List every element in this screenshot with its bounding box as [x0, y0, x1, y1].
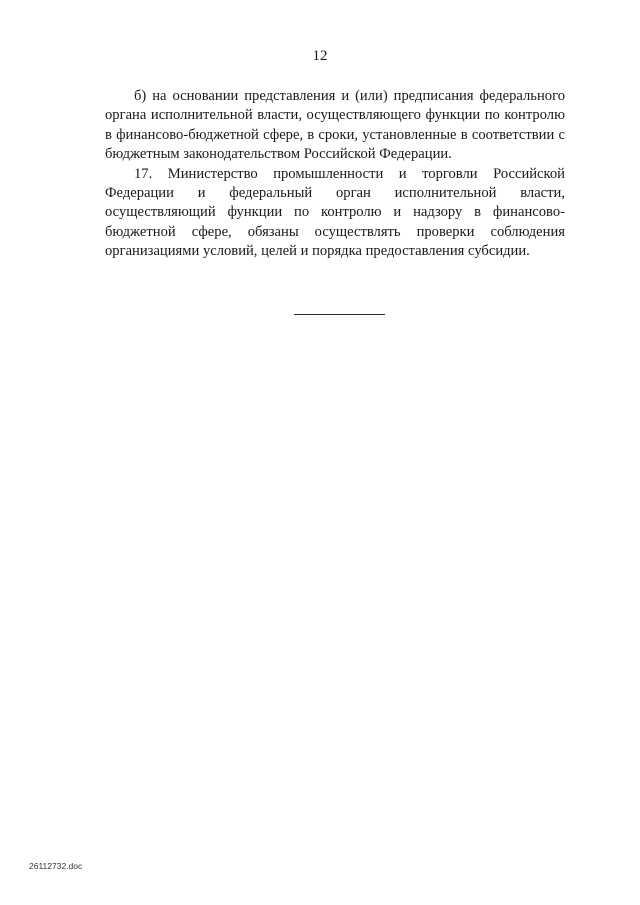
end-separator-line	[294, 314, 385, 315]
file-name-footer: 26112732.doc	[29, 861, 83, 871]
paragraph-item-b: б) на основании представления и (или) предписания федерального органа исполнительной власти, осуществляющего функции по контролю в финансово-бюджетной сфере, в сроки, установленные в соответствии с бюджетным законодательством Российской Федерации.	[105, 88, 565, 163]
paragraph-item-17: 17. Министерство промышленности и торговли Российской Федерации и федеральный орган исполнительной власти, осуществляющий функции по контролю и надзору в финансово-бюджетной сфере, обязаны осуществлять проверки соблюдения организациями условий, целей и порядка предоставления субсидии.	[105, 165, 565, 260]
document-body	[105, 87, 565, 262]
page-number: 12	[312, 48, 328, 64]
